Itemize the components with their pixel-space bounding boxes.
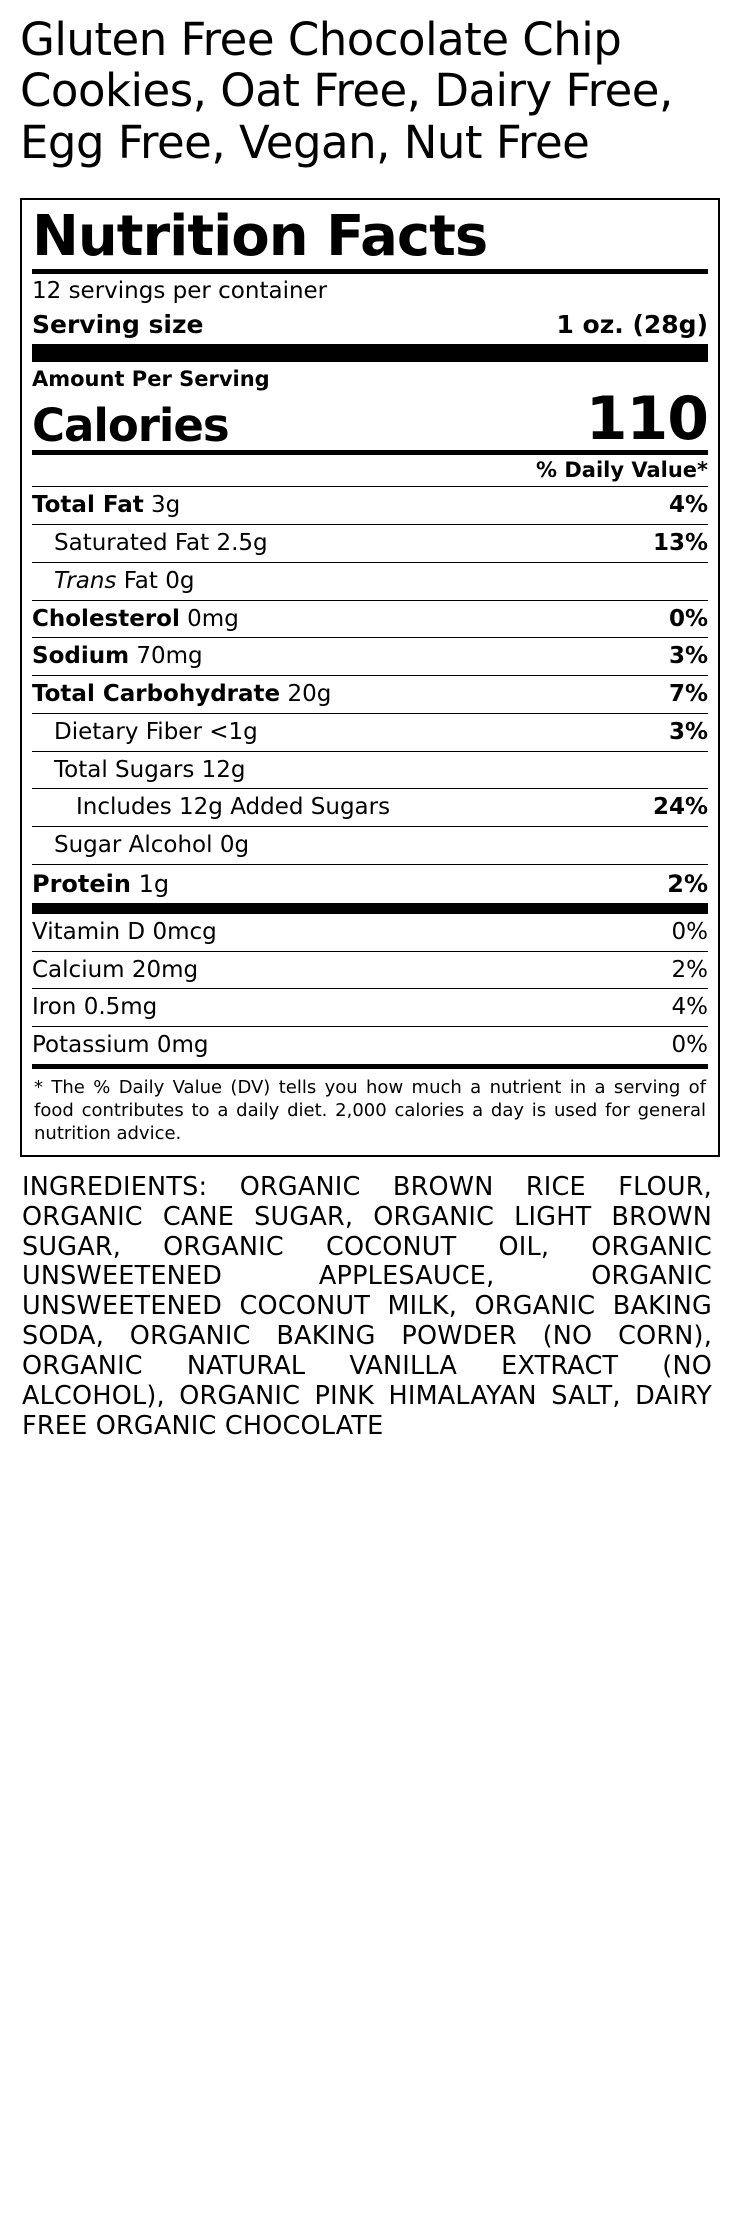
nutrient-label: Saturated Fat xyxy=(54,530,210,557)
nutrient-dv: 0% xyxy=(671,1032,708,1059)
nutrient-amount: 0.5mg xyxy=(83,994,158,1021)
nutrient-amount: 0mg xyxy=(187,605,239,632)
nutrition-facts-panel xyxy=(20,198,720,1157)
nutrient-label: Vitamin D xyxy=(32,918,146,945)
nutrient-row-total-carbohydrate xyxy=(32,676,708,713)
nutrient-label: Potassium xyxy=(32,1032,150,1059)
nutrient-amount: 3g xyxy=(151,492,181,519)
divider-thick-top xyxy=(32,344,708,362)
nutrient-label: Total Carbohydrate xyxy=(32,681,281,708)
nutrient-label: Cholesterol xyxy=(32,605,180,632)
nutrition-facts-heading: Nutrition Facts xyxy=(32,203,488,269)
nutrient-row-saturated-fat xyxy=(32,525,708,562)
nutrient-label: Iron xyxy=(32,994,77,1021)
calories-label: Calories xyxy=(32,399,229,453)
divider-thick-vitamins xyxy=(32,903,708,914)
nutrient-row-calcium xyxy=(32,952,708,989)
serving-size-value: 1 oz. (28g) xyxy=(556,310,708,340)
amount-per-serving-label: Amount Per Serving xyxy=(32,367,270,392)
nutrient-amount: 0mg xyxy=(156,1032,209,1059)
calories-row xyxy=(32,384,708,455)
nutrient-label: Sodium xyxy=(32,643,130,670)
nutrient-dv: 2% xyxy=(667,869,708,898)
nutrient-amount: Fat 0g xyxy=(123,567,195,594)
daily-value-footnote: * The % Daily Value (DV) tells you how much a nutrient in a serving of food contributes to a daily diet. 2,000 calories a day is used for general nutrition advice. xyxy=(34,1076,706,1144)
nutrient-row-dietary-fiber xyxy=(32,714,708,751)
nutrient-row-total-sugars xyxy=(32,752,708,789)
nutrient-label: Calcium xyxy=(32,956,125,983)
nutrient-label: Sugar Alcohol xyxy=(54,832,213,859)
nutrient-row-added-sugars xyxy=(32,789,708,826)
nutrient-row-cholesterol xyxy=(32,601,708,638)
nutrient-label: Includes 12g Added Sugars xyxy=(76,794,391,821)
nutrient-dv: 4% xyxy=(668,492,708,519)
serving-size-label: Serving size xyxy=(32,310,204,340)
nutrient-amount: 12g xyxy=(201,756,246,783)
nutrient-amount: 70mg xyxy=(136,643,203,670)
nutrient-label: Total Fat xyxy=(32,492,144,519)
nutrient-amount: 2.5g xyxy=(216,530,268,557)
nutrient-amount: 20g xyxy=(287,681,332,708)
nutrient-dv: 3% xyxy=(668,643,708,670)
nutrient-dv: 0% xyxy=(668,605,708,632)
ingredients-text: INGREDIENTS: ORGANIC BROWN RICE FLOUR, ORGANIC CANE SUGAR, ORGANIC LIGHT BROWN SUGAR, ORGANIC COCONUT OIL, ORGANIC UNSWEETENED APPLESAUCE, ORGANIC UNSWEETENED COCONUT MILK, ORGANIC BAKING SODA, ORGANIC BAKING POWDER (NO CORN), ORGANIC NATURAL VANILLA EXTRACT (NO ALCOHOL), ORGANIC PINK HIMALAYAN SALT, DAIRY FREE ORGANIC CHOCOLATE xyxy=(22,1171,712,1441)
nutrient-amount: 0g xyxy=(219,832,250,859)
nutrient-amount: <1g xyxy=(209,718,258,745)
nutrient-row-iron xyxy=(32,989,708,1026)
nutrient-dv: 7% xyxy=(668,681,708,708)
nutrient-amount: 20mg xyxy=(131,956,199,983)
nutrient-row-potassium xyxy=(32,1027,708,1064)
calories-value: 110 xyxy=(585,384,708,455)
nutrient-label: Trans xyxy=(54,567,117,594)
nutrient-amount: 1g xyxy=(138,869,170,898)
nutrient-row-sugar-alcohol xyxy=(32,827,708,864)
servings-per-container: 12 servings per container xyxy=(32,277,328,304)
nutrient-row-vitamin-d xyxy=(32,914,708,951)
nutrient-row-total-fat xyxy=(32,487,708,524)
daily-value-header: % Daily Value* xyxy=(536,458,708,483)
nutrient-dv: 2% xyxy=(671,956,708,983)
serving-size-row xyxy=(32,308,708,344)
nutrient-label: Dietary Fiber xyxy=(54,718,202,745)
nutrient-row-trans-fat xyxy=(32,563,708,600)
nutrient-row-sodium xyxy=(32,638,708,675)
nutrient-row-protein xyxy=(32,865,708,903)
nutrient-dv: 4% xyxy=(671,994,708,1021)
page-title: Gluten Free Chocolate Chip Cookies, Oat Free, Dairy Free, Egg Free, Vegan, Nut Free xyxy=(20,13,673,169)
nutrient-amount: 0mcg xyxy=(152,918,217,945)
nutrient-dv: 24% xyxy=(652,794,708,821)
nutrient-dv: 3% xyxy=(668,718,708,745)
nutrient-dv: 0% xyxy=(671,918,708,945)
nutrient-label: Total Sugars xyxy=(54,756,195,783)
nutrient-label: Protein xyxy=(32,869,131,898)
nutrient-dv: 13% xyxy=(652,530,708,557)
